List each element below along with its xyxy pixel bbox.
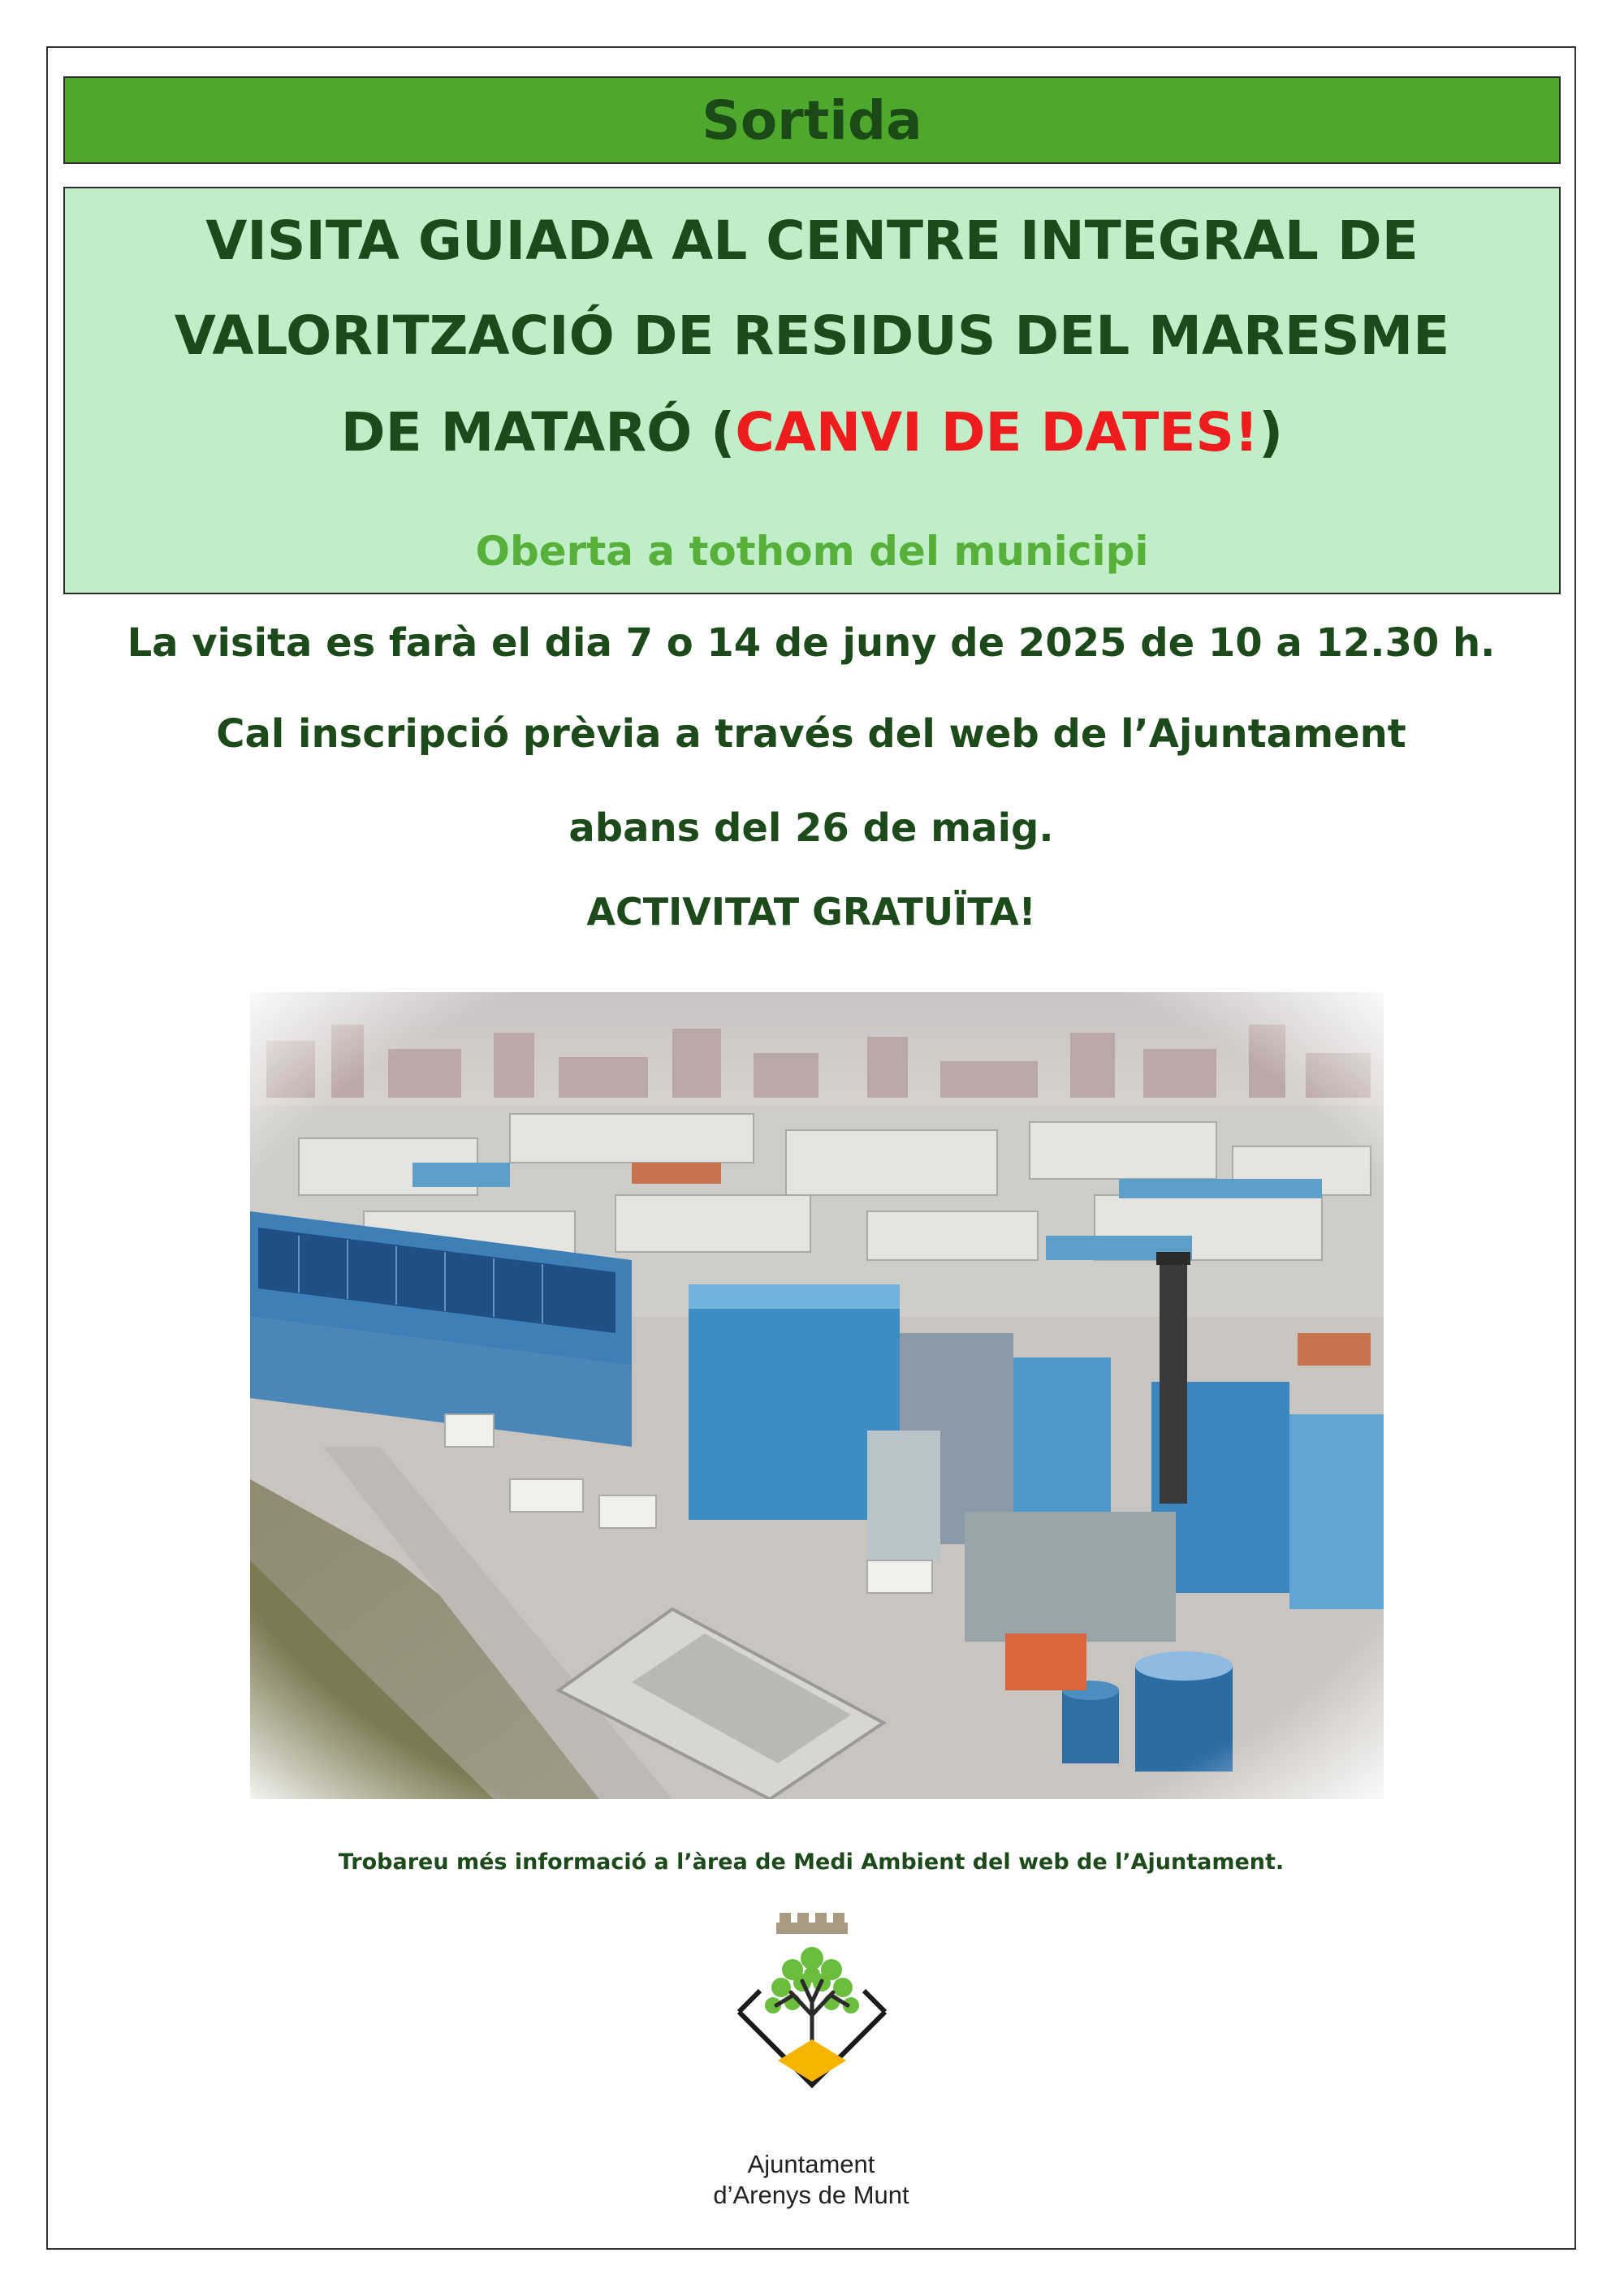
title-box [63, 187, 1561, 594]
org-name-line-1: Ajuntament [747, 2150, 875, 2178]
title-line-3-suffix: ) [1259, 401, 1284, 464]
more-info-note: Trobareu més informació a l’àrea de Medi Ambient del web de l’Ajuntament. [338, 1849, 1285, 1875]
aerial-waste-plant-photo [250, 992, 1384, 1799]
category-label: Sortida [702, 88, 922, 152]
audience-subtitle: Oberta a tothom del municipi [475, 528, 1149, 575]
title-line-2: VALORITZACIÓ DE RESIDUS DEL MARESME [174, 304, 1450, 367]
arenys-de-munt-coat-of-arms-icon [724, 1901, 900, 2121]
free-activity-label: ACTIVITAT GRATUÏTA! [586, 890, 1036, 934]
date-change-alert: CANVI DE DATES! [735, 401, 1259, 464]
registration-line-1: Cal inscripció prèvia a través del web de l’Ajuntament [216, 711, 1406, 757]
org-name-line-2: d’Arenys de Munt [713, 2181, 909, 2209]
visit-date-line: La visita es farà el dia 7 o 14 de juny de 2025 de 10 a 12.30 h. [127, 620, 1496, 666]
title-line-3-prefix: DE MATARÓ ( [340, 401, 736, 464]
title-line-3 [65, 401, 1559, 464]
title-line-1: VISITA GUIADA AL CENTRE INTEGRAL DE [205, 209, 1419, 272]
category-header [63, 76, 1561, 164]
registration-line-2: abans del 26 de maig. [568, 805, 1054, 851]
